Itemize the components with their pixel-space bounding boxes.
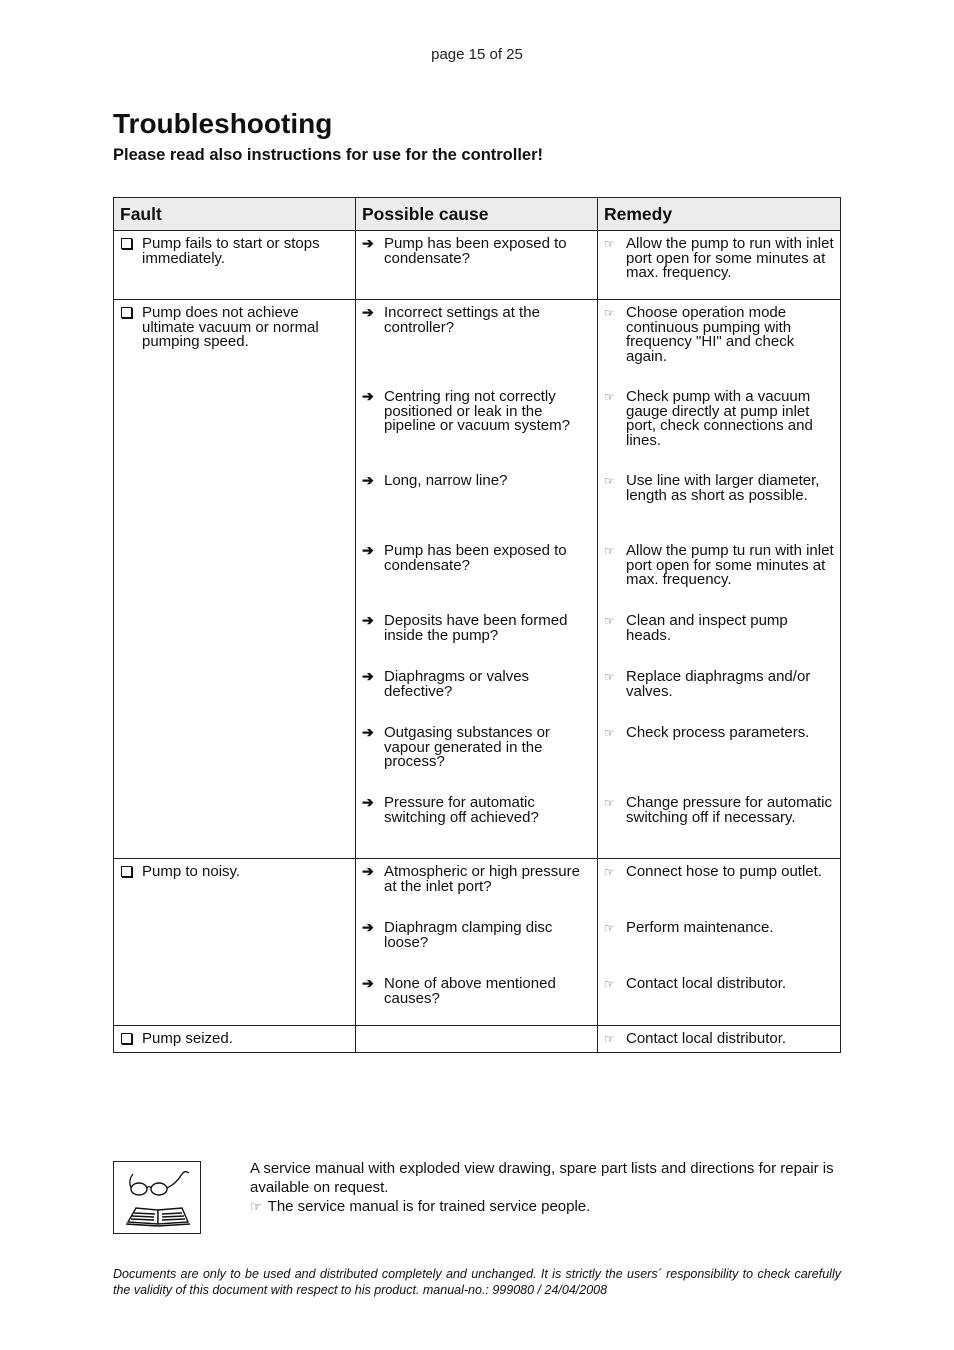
remedy-cell	[598, 231, 841, 300]
cause-text: Pump has been exposed to condensate?	[384, 235, 567, 267]
remedy-text: Clean and inspect pump heads.	[626, 612, 788, 644]
remedy-text: Contact local distributor.	[626, 975, 787, 992]
arrow-right-icon: ➔	[362, 304, 374, 320]
header-possible-cause: Possible cause	[356, 198, 598, 231]
cause-text: None of above mentioned causes?	[384, 975, 556, 1007]
arrow-right-icon: ➔	[362, 919, 374, 935]
cause-cell	[356, 231, 598, 300]
checkbox-bullet-icon	[121, 307, 132, 318]
fault-cell	[114, 231, 356, 300]
remedy-text: Allow the pump tu run with inlet port open for some minutes at max. frequency.	[626, 542, 834, 588]
remedy-text: Use line with larger diameter, length as short as possible.	[626, 472, 820, 504]
pointing-hand-icon: ☞	[250, 1199, 262, 1214]
remedy-text: Allow the pump to run with inlet port open for some minutes at max. frequency.	[626, 235, 834, 281]
arrow-right-icon: ➔	[362, 235, 374, 251]
cause-text: Deposits have been formed inside the pump?	[384, 612, 568, 644]
troubleshooting-table	[113, 197, 841, 1053]
pointing-hand-icon: ☞	[604, 670, 615, 684]
arrow-right-icon: ➔	[362, 612, 374, 628]
pointing-hand-icon: ☞	[604, 544, 615, 558]
arrow-right-icon: ➔	[362, 724, 374, 740]
fault-text: Pump seized.	[142, 1030, 233, 1047]
header-fault: Fault	[114, 198, 356, 231]
table-row	[114, 859, 841, 1026]
fault-text: Pump fails to start or stops immediately.	[142, 235, 320, 267]
cause-text: Long, narrow line?	[384, 472, 508, 489]
pointing-hand-icon: ☞	[604, 474, 615, 488]
pointing-hand-icon: ☞	[604, 237, 615, 251]
remedy-text: Perform maintenance.	[626, 919, 774, 936]
remedy-text: Change pressure for automatic switching off if necessary.	[626, 794, 832, 826]
cause-text: Atmospheric or high pressure at the inlet port?	[384, 863, 580, 895]
table-row	[114, 231, 841, 300]
remedy-cell	[598, 300, 841, 859]
fault-cell	[114, 859, 356, 1026]
pointing-hand-icon: ☞	[604, 977, 615, 991]
cause-text: Pressure for automatic switching off achieved?	[384, 794, 539, 826]
page-number: page 15 of 25	[431, 46, 523, 63]
remedy-text: Replace diaphragms and/or valves.	[626, 668, 811, 700]
checkbox-bullet-icon	[121, 238, 132, 249]
checkbox-bullet-icon	[121, 1033, 132, 1044]
remedy-cell	[598, 1026, 841, 1053]
remedy-cell	[598, 859, 841, 1026]
fault-cell	[114, 1026, 356, 1053]
arrow-right-icon: ➔	[362, 542, 374, 558]
table-row	[114, 1026, 841, 1053]
cause-cell	[356, 859, 598, 1026]
pointing-hand-icon: ☞	[604, 390, 615, 404]
fault-text: Pump to noisy.	[142, 863, 241, 880]
service-note-line1: A service manual with exploded view drawing, spare part lists and directions for repair is available on request.	[250, 1160, 834, 1196]
pointing-hand-icon: ☞	[604, 306, 615, 320]
pointing-hand-icon: ☞	[604, 726, 615, 740]
arrow-right-icon: ➔	[362, 388, 374, 404]
cause-text: Incorrect settings at the controller?	[384, 304, 540, 336]
service-manual-note	[250, 1159, 845, 1216]
arrow-right-icon: ➔	[362, 975, 374, 991]
checkbox-bullet-icon	[121, 866, 132, 877]
remedy-text: Choose operation mode continuous pumping with frequency "HI" and check again.	[626, 304, 795, 365]
fault-cell	[114, 300, 356, 859]
page-title: Troubleshooting	[113, 108, 333, 139]
pointing-hand-icon: ☞	[604, 865, 615, 879]
service-note-line2: The service manual is for trained service people.	[267, 1198, 591, 1215]
table-header-row	[114, 198, 841, 231]
document-disclaimer: Documents are only to be used and distributed completely and unchanged. It is strictly the users´ responsibility to check carefully the validity of this document with respect to his product. manual-no.: 999080 / 24/04/2008	[113, 1267, 841, 1297]
cause-text: Pump has been exposed to condensate?	[384, 542, 567, 574]
remedy-text: Check process parameters.	[626, 724, 810, 741]
arrow-right-icon: ➔	[362, 668, 374, 684]
page-subtitle: Please read also instructions for use for the controller!	[113, 146, 544, 164]
remedy-text: Check pump with a vacuum gauge directly at pump inlet port, check connections and lines.	[626, 388, 813, 449]
fault-text: Pump does not achieve ultimate vacuum or normal pumping speed.	[142, 304, 319, 350]
reading-glasses-book-icon	[113, 1161, 201, 1234]
arrow-right-icon: ➔	[362, 863, 374, 879]
cause-cell	[356, 300, 598, 859]
cause-text: Centring ring not correctly positioned or leak in the pipeline or vacuum system?	[384, 388, 570, 434]
header-remedy: Remedy	[598, 198, 841, 231]
pointing-hand-icon: ☞	[604, 796, 615, 810]
pointing-hand-icon: ☞	[604, 614, 615, 628]
pointing-hand-icon: ☞	[604, 1032, 615, 1046]
table-row	[114, 300, 841, 859]
cause-text: Diaphragms or valves defective?	[384, 668, 530, 700]
arrow-right-icon: ➔	[362, 472, 374, 488]
cause-cell	[356, 1026, 598, 1053]
remedy-text: Contact local distributor.	[626, 1030, 787, 1047]
remedy-text: Connect hose to pump outlet.	[626, 863, 822, 880]
cause-text: Outgasing substances or vapour generated in the process?	[384, 724, 550, 770]
arrow-right-icon: ➔	[362, 794, 374, 810]
cause-text: Diaphragm clamping disc loose?	[384, 919, 553, 951]
pointing-hand-icon: ☞	[604, 921, 615, 935]
